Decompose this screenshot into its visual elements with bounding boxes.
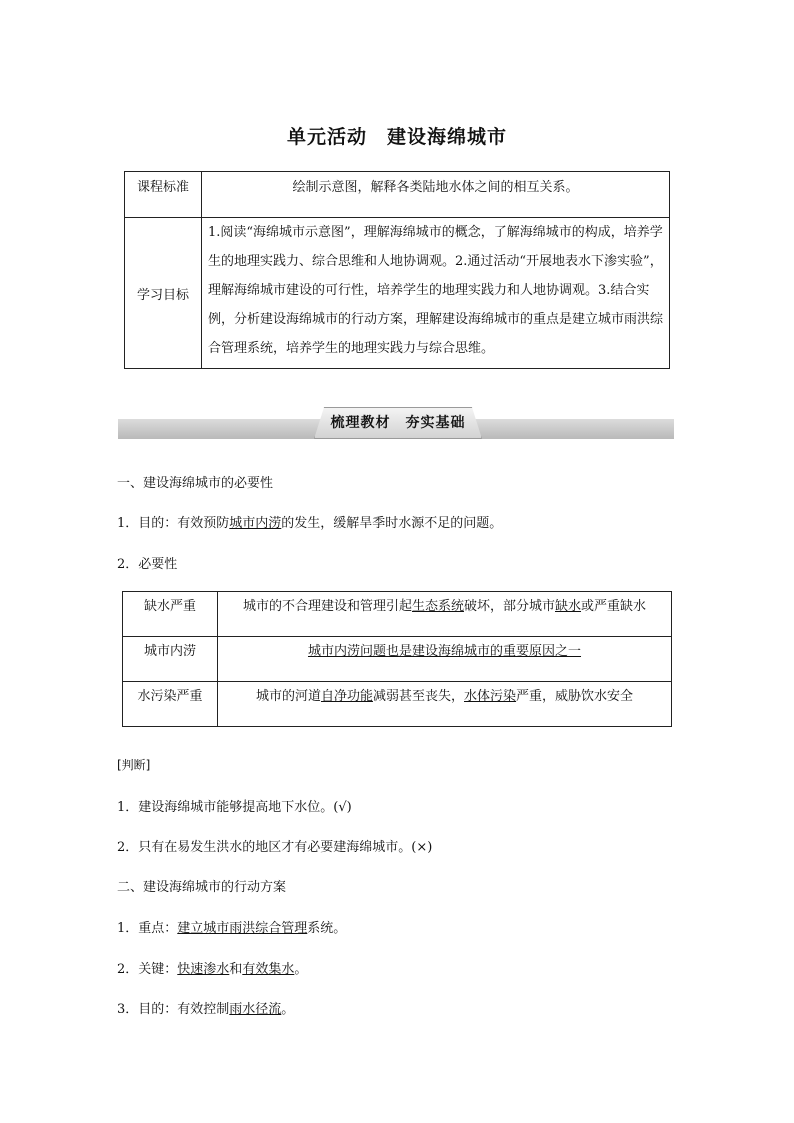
section2-heading: 二、建设海绵城市的行动方案 [117, 880, 287, 895]
purpose-suffix: 的发生，缓解旱季时水源不足的问题。 [281, 516, 503, 531]
goal-underlined: 雨水径流 [229, 1002, 282, 1017]
table-row [125, 218, 670, 369]
cell-text: 严重，威胁饮水安全 [516, 689, 634, 704]
standard-label: 课程标准 [125, 172, 202, 218]
cell-underlined: 自净功能 [320, 689, 373, 704]
goal-suffix: 。 [281, 1002, 295, 1017]
focus-item [117, 917, 346, 936]
focus-underlined: 建立城市雨洪综合管理 [177, 921, 308, 936]
page-title: 单元活动 建设海绵城市 [286, 126, 507, 148]
curriculum-table [124, 171, 670, 369]
key-suffix: 。 [294, 962, 308, 977]
key-item [117, 958, 307, 977]
goal-label: 学习目标 [125, 218, 202, 369]
goal-item [117, 998, 294, 1017]
table-row [123, 592, 672, 637]
necessity-table [122, 591, 672, 727]
necessity-value [218, 637, 672, 682]
necessity-heading: 2．必要性 [117, 557, 178, 572]
cell-text: 城市的河道 [255, 689, 321, 704]
necessity-value [218, 682, 672, 727]
purpose-item [117, 512, 502, 531]
table-row [123, 637, 672, 682]
cell-underlined: 水体污染 [464, 689, 517, 704]
key-prefix: 2．关键： [117, 962, 178, 977]
section1-heading: 一、建设海绵城市的必要性 [117, 476, 274, 491]
focus-prefix: 1．重点： [117, 921, 178, 936]
table-row [125, 172, 670, 218]
purpose-underlined: 城市内涝 [229, 516, 282, 531]
cell-text: 问题也是建设海绵城市的重要原因之一 [360, 644, 582, 659]
key-underlined-2: 有效集水 [242, 962, 295, 977]
goal-value: 1.阅读“海绵城市示意图”，理解海绵城市的概念，了解海绵城市的构成，培养学生的地理实践力、综合思维和人地协调观。2.通过活动“开展地表水下渗实验”，理解海绵城市建设的可行性，培养学生的地理实践力和人地协调观。3.结合实例，分析建设海绵城市的行动方案，理解建设海绵城市的重点是建立城市雨洪综合管理系统，培养学生的地理实践力与综合思维。 [202, 218, 670, 369]
cell-text: 减弱甚至丧失， [372, 689, 464, 704]
cell-text: 破坏，部分城市 [463, 599, 555, 614]
cell-underlined: 缺水 [555, 599, 582, 614]
cell-text: 城市的不合理建设和管理引起 [242, 599, 412, 614]
necessity-value [218, 592, 672, 637]
judge-question-1: 1．建设海绵城市能够提高地下水位。(√) [117, 800, 352, 815]
focus-suffix: 系统。 [307, 921, 347, 936]
necessity-label: 缺水严重 [123, 592, 218, 637]
table-row [123, 682, 672, 727]
goal-prefix: 3．目的：有效控制 [117, 1002, 230, 1017]
standard-value: 绘制示意图，解释各类陆地水体之间的相互关系。 [202, 172, 670, 218]
banner-text: 梳理教材 夯实基础 [330, 415, 466, 431]
necessity-label: 水污染严重 [123, 682, 218, 727]
key-underlined-1: 快速渗水 [177, 962, 230, 977]
purpose-prefix: 1．目的：有效预防 [117, 516, 230, 531]
cell-underlined: 城市内涝 [307, 644, 360, 659]
key-mid: 和 [229, 962, 243, 977]
cell-text: 或严重缺水 [581, 599, 647, 614]
section-banner [118, 403, 674, 439]
cell-underlined: 生态系统 [411, 599, 464, 614]
judge-heading: [判断] [117, 758, 151, 772]
necessity-label: 城市内涝 [123, 637, 218, 682]
judge-question-2: 2．只有在易发生洪水的地区才有必要建海绵城市。(×) [117, 840, 433, 855]
